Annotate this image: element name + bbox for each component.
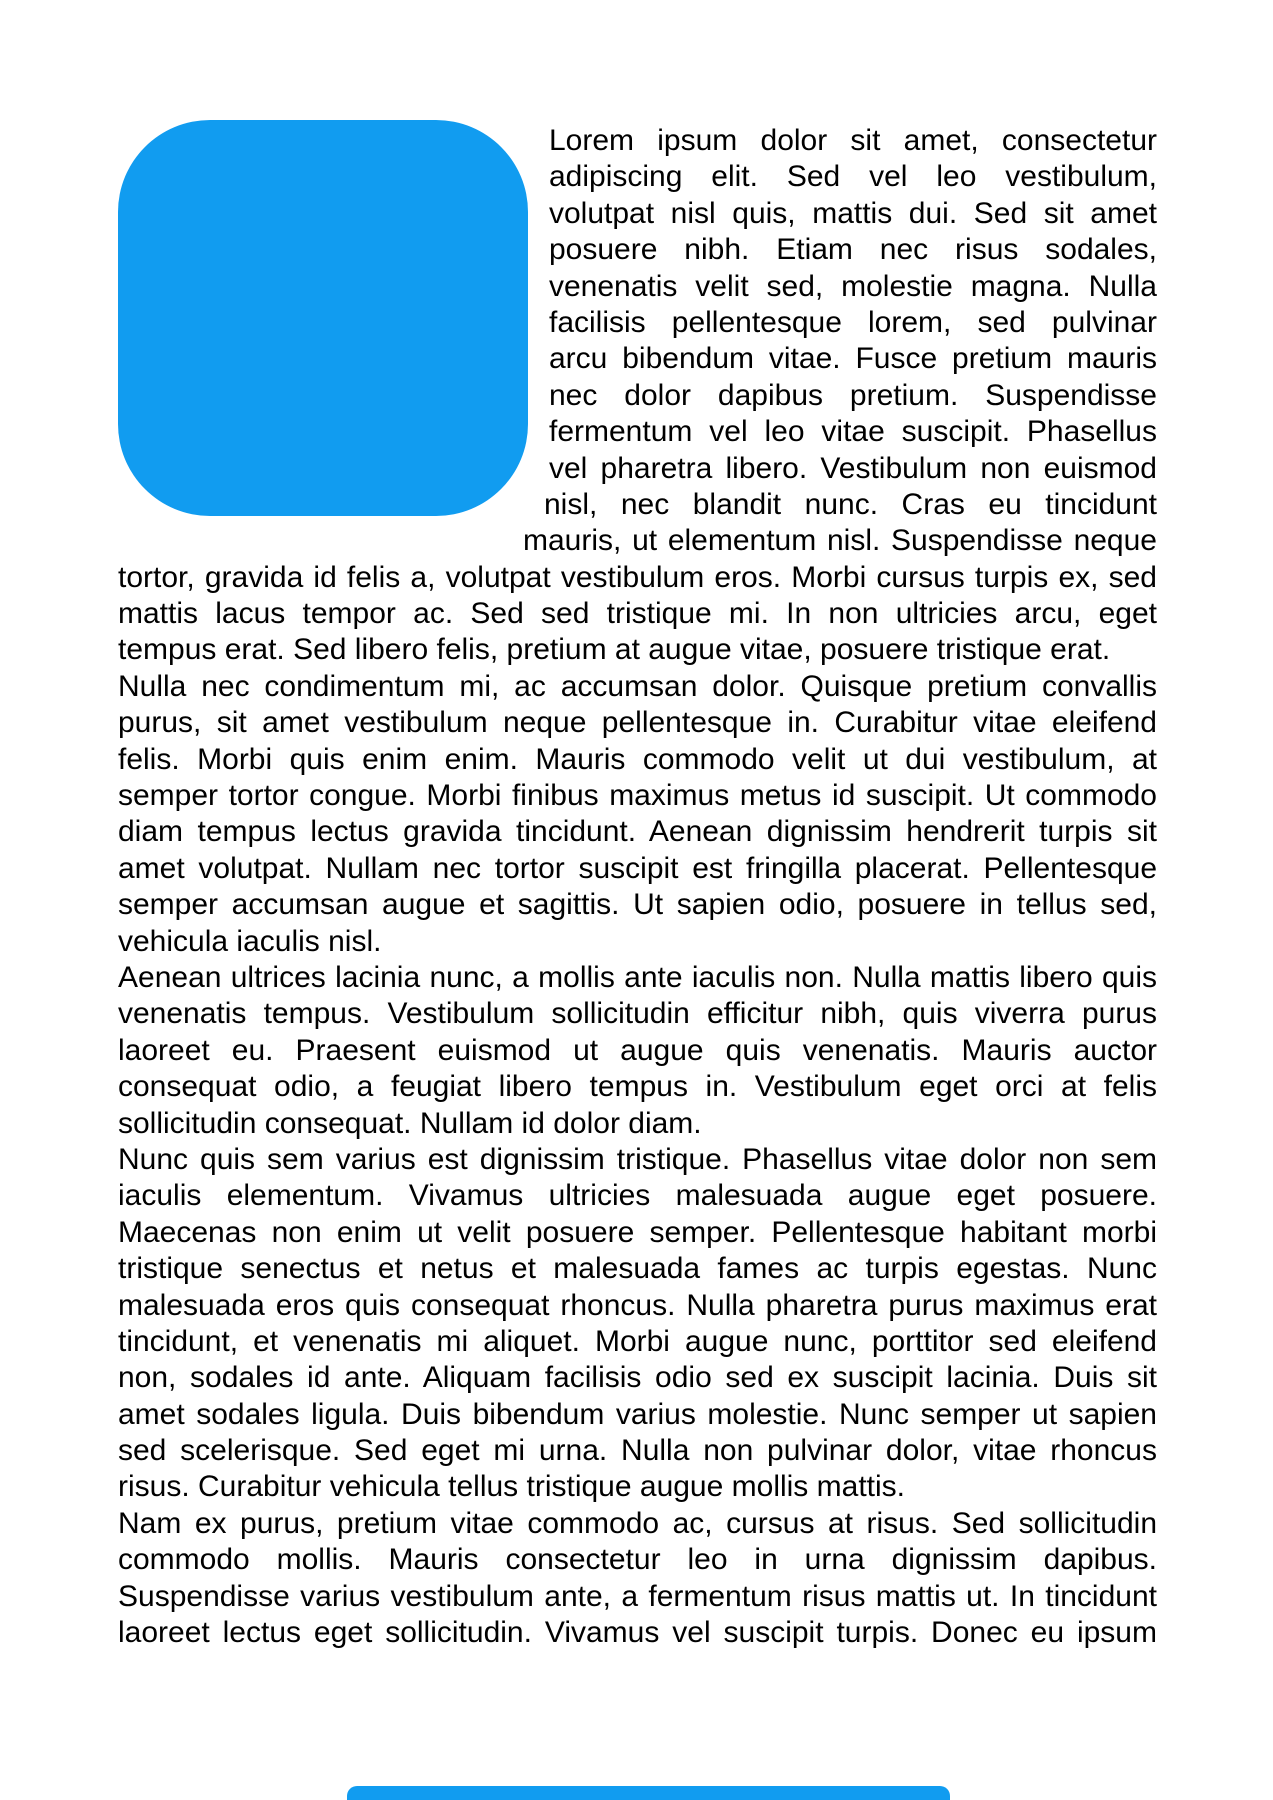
text-line: tempus erat. Sed libero felis, pretium at augue vitae, posuere tristique erat. [118,633,1111,667]
text-line: mattis lacus tempor ac. Sed sed tristique mi. In non ultricies arcu, eget [118,597,1157,631]
text-line: tristique senectus et netus et malesuada fames ac turpis egestas. Nunc [118,1252,1157,1286]
body-text[interactable] [118,123,1157,1651]
text-line: tortor, gravida id felis a, volutpat vestibulum eros. Morbi cursus turpis ex, sed [118,560,1157,594]
paragraph-1 [118,123,1157,669]
text-line: nec dolor dapibus pretium. Suspendisse [549,378,1157,412]
text-line: laoreet eu. Praesent euismod ut augue quis venenatis. Mauris auctor [118,1033,1157,1067]
paragraph-2 [118,669,1157,960]
text-line: fermentum vel leo vitae suscipit. Phasellus [549,415,1157,449]
text-line: arcu bibendum vitae. Fusce pretium mauris [549,342,1157,376]
text-line: sed scelerisque. Sed eget mi urna. Nulla non pulvinar dolor, vitae rhoncus [118,1434,1157,1468]
text-line: semper tortor congue. Morbi finibus maximus metus id suscipit. Ut commodo [118,779,1157,813]
text-line: venenatis velit sed, molestie magna. Nulla [549,269,1157,303]
text-line: Nam ex purus, pretium vitae commodo ac, cursus at risus. Sed sollicitudin [118,1506,1157,1540]
text-line: volutpat nisl quis, mattis dui. Sed sit amet [549,196,1157,230]
text-line: posuere nibh. Etiam nec risus sodales, [549,233,1157,267]
paragraph-4 [118,1142,1157,1506]
text-line: Maecenas non enim ut velit posuere semper. Pellentesque habitant morbi [118,1215,1157,1249]
text-line: risus. Curabitur vehicula tellus tristique augue mollis mattis. [118,1470,905,1504]
text-line: commodo mollis. Mauris consectetur leo in urna dignissim dapibus. [118,1543,1157,1577]
paragraph-3 [118,960,1157,1142]
text-line: tincidunt, et venenatis mi aliquet. Morbi augue nunc, porttitor sed eleifend [118,1324,1157,1358]
text-line: venenatis tempus. Vestibulum sollicitudin efficitur nibh, quis viverra purus [118,997,1157,1031]
text-line: purus, sit amet vestibulum neque pellentesque in. Curabitur vitae eleifend [118,706,1157,740]
text-line: nisl, nec blandit nunc. Cras eu tincidunt [544,487,1157,521]
text-line: non, sodales id ante. Aliquam facilisis odio sed ex suscipit lacinia. Duis sit [118,1361,1157,1395]
text-line: Aenean ultrices lacinia nunc, a mollis ante iaculis non. Nulla mattis libero quis [118,960,1157,994]
text-line: diam tempus lectus gravida tincidunt. Aenean dignissim hendrerit turpis sit [118,815,1157,849]
text-line: Nunc quis sem varius est dignissim tristique. Phasellus vitae dolor non sem [118,1142,1157,1176]
text-line: amet volutpat. Nullam nec tortor suscipit est fringilla placerat. Pellentesque [118,851,1157,885]
text-line: mauris, ut elementum nisl. Suspendisse neque [523,524,1157,558]
text-line: iaculis elementum. Vivamus ultricies malesuada augue eget posuere. [118,1179,1157,1213]
text-line: felis. Morbi quis enim enim. Mauris commodo velit ut dui vestibulum, at [118,742,1157,776]
next-blue-shape-clipped-sliver[interactable] [347,1786,950,1800]
text-line: semper accumsan augue et sagittis. Ut sapien odio, posuere in tellus sed, [118,888,1157,922]
text-line: consequat odio, a feugiat libero tempus in. Vestibulum eget orci at felis [118,1070,1157,1104]
text-line: Lorem ipsum dolor sit amet, consectetur [549,124,1157,157]
text-line: vel pharetra libero. Vestibulum non euismod [549,451,1157,485]
text-line: Suspendisse varius vestibulum ante, a fermentum risus mattis ut. In tincidunt [118,1579,1157,1613]
text-line: vehicula iaculis nisl. [118,924,382,958]
text-line: adipiscing elit. Sed vel leo vestibulum, [549,160,1157,194]
paragraph-5 [118,1506,1157,1652]
text-line: amet sodales ligula. Duis bibendum varius molestie. Nunc semper ut sapien [118,1397,1157,1431]
text-line: laoreet lectus eget sollicitudin. Vivamus vel suscipit turpis. Donec eu ipsum [118,1616,1157,1650]
text-line: malesuada eros quis consequat rhoncus. Nulla pharetra purus maximus erat [118,1288,1157,1322]
text-line: facilisis pellentesque lorem, sed pulvinar [549,305,1157,339]
text-line: sollicitudin consequat. Nullam id dolor diam. [118,1106,702,1140]
text-line: Nulla nec condimentum mi, ac accumsan dolor. Quisque pretium convallis [118,669,1157,703]
